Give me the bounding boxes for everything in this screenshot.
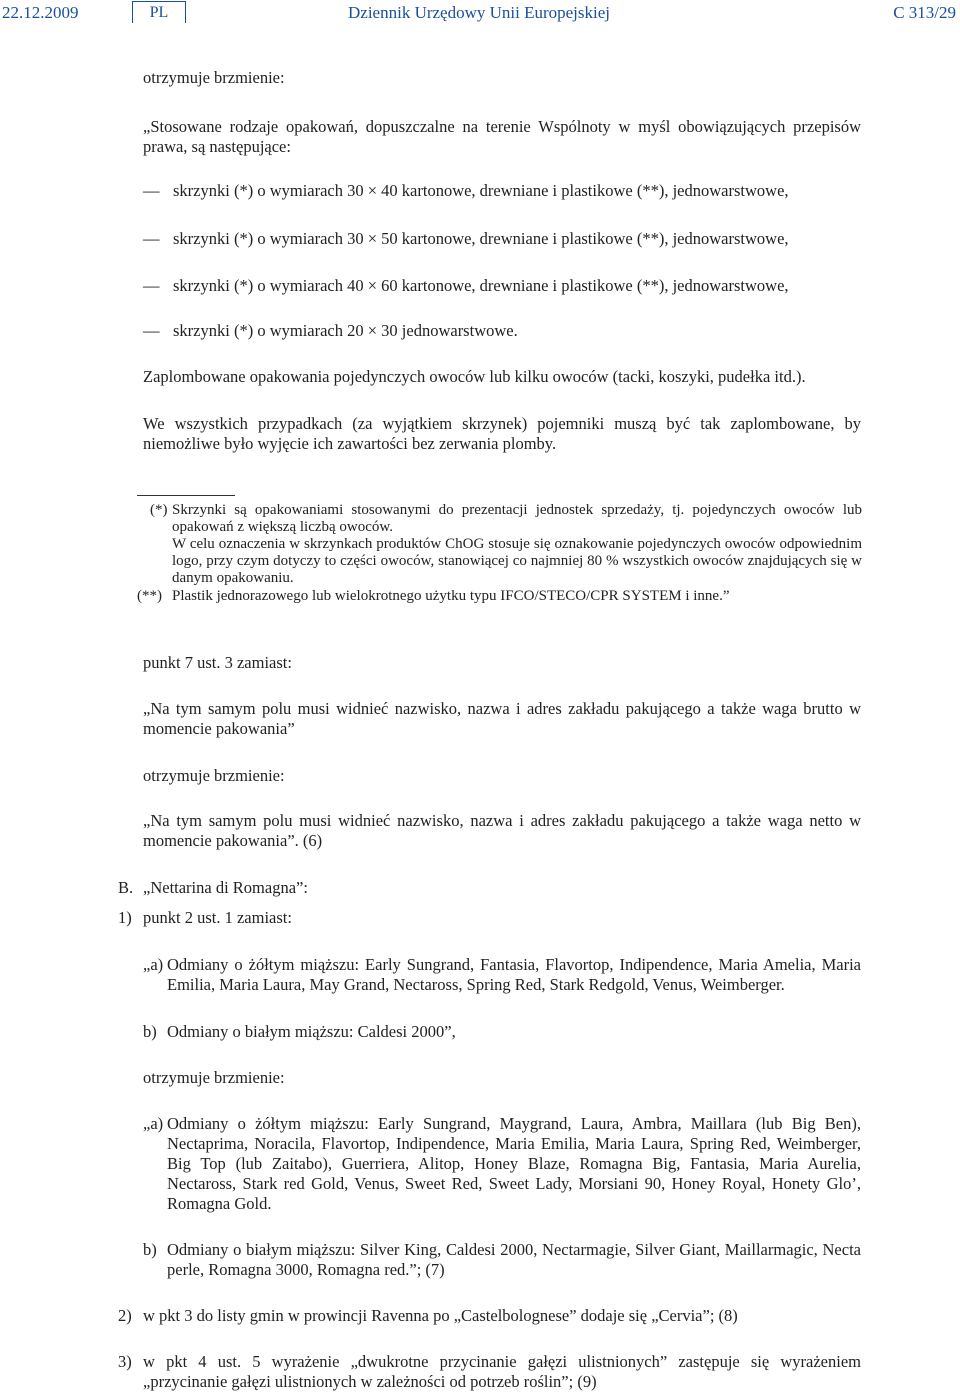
list-a1-label: „a) (143, 955, 164, 974)
paragraph-sealed-packaging: Zaplombowane opakowania pojedynczych owoców lub kilku owoców (tacki, koszyki, pudełka itd.). (143, 367, 806, 386)
footnote-1-mark: (*) (150, 502, 168, 518)
item-3-label: 3) (118, 1352, 132, 1371)
list-b1-text: Odmiany o białym miąższu: Caldesi 2000”, (167, 1022, 456, 1041)
footnote-2 (137, 588, 862, 605)
footnote-2-system-name: IFCO/STECO/CPR SYSTEM (500, 588, 682, 604)
footnote-2-text-a: Plastik jednorazowego lub wielokrotnego użytku typu (172, 588, 497, 604)
paragraph-otrzymuje-2: otrzymuje brzmienie: (143, 766, 285, 785)
header-journal-title: Dziennik Urzędowy Unii Europejskiej (348, 3, 611, 22)
footnote-2-text-b: i inne.” (685, 588, 730, 604)
footnote-2-mark: (**) (137, 588, 162, 604)
dash-item-3 (143, 276, 863, 296)
dash-marker: — (143, 229, 160, 248)
item-1-label: 1) (118, 908, 132, 927)
list-b2-label: b) (143, 1240, 157, 1259)
dash-marker: — (143, 181, 160, 200)
footnote-1-text: Skrzynki są opakowaniami stosowanymi do prezentacji jednostek sprzedaży, tj. pojedynczych owoców lub opakowań z większą liczbą owoców. (172, 502, 862, 535)
paragraph-otrzymuje-3: otrzymuje brzmienie: (143, 1068, 285, 1087)
section-b-label: B. (118, 878, 134, 897)
paragraph-all-cases: We wszystkich przypadkach (za wyjątkiem skrzynek) pojemniki muszą być tak zaplombowane, by niemożliwe było wyjęcie ich zawartości bez zerwania plomby. (143, 414, 861, 453)
list-b1-label: b) (143, 1022, 157, 1041)
item-2-label: 2) (118, 1306, 132, 1325)
dash-item-4 (143, 321, 863, 341)
header-reference: C 313/29 (893, 3, 956, 22)
dash-marker: — (143, 276, 160, 295)
dash-item-text: skrzynki (*) o wymiarach 20 × 30 jednowarstwowe. (173, 321, 518, 340)
paragraph-otrzymuje-1: otrzymuje brzmienie: (143, 68, 285, 87)
dash-item-text: skrzynki (*) o wymiarach 40 × 60 kartonowe, drewniane i plastikowe (**), jednowarstwowe, (173, 276, 789, 295)
list-b2-text: Odmiany o białym miąższu: Silver King, Caldesi 2000, Nectarmagie, Silver Giant, Maillarmagic, Necta perle, Romagna 3000, Romagna red.”; (7) (167, 1240, 861, 1279)
list-a1-text: Odmiany o żółtym miąższu: Early Sungrand, Fantasia, Flavortop, Indipendence, Maria Amelia, Maria Emilia, Maria Laura, May Grand, Nectaross, Spring Red, Stark Redgold, Venus, Weimberger. (167, 955, 861, 994)
footnote-separator (137, 495, 235, 496)
header-date: 22.12.2009 (2, 3, 79, 22)
section-b-title: „Nettarina di Romagna”: (143, 878, 308, 897)
dash-item-1 (143, 181, 863, 201)
dash-marker: — (143, 321, 160, 340)
footnote-1-text-2: W celu oznaczenia w skrzynkach produktów ChOG stosuje się oznakowanie pojedynczych owoców odpowiednim logo, przy czym dotyczy to części owoców, stanowiącej co najmniej 80 % wszystkich owoców znajdujących się w danym opakowaniu. (172, 536, 862, 586)
footnote-1 (150, 502, 862, 587)
item-1-text: punkt 2 ust. 1 zamiast: (143, 908, 292, 927)
paragraph-quote-brutto: „Na tym samym polu musi widnieć nazwisko, nazwa i adres zakładu pakującego a także waga brutto w momencie pakowania” (143, 699, 861, 738)
paragraph-packaging-intro: „Stosowane rodzaje opakowań, dopuszczalne na terenie Wspólnoty w myśl obowiązujących przepisów prawa, są następujące: (143, 117, 861, 156)
footnote-2-text (172, 588, 862, 605)
paragraph-punkt-7: punkt 7 ust. 3 zamiast: (143, 653, 292, 672)
dash-item-text: skrzynki (*) o wymiarach 30 × 50 kartonowe, drewniane i plastikowe (**), jednowarstwowe, (173, 229, 789, 248)
paragraph-quote-netto: „Na tym samym polu musi widnieć nazwisko, nazwa i adres zakładu pakującego a także waga netto w momencie pakowania”. (6) (143, 811, 861, 850)
list-a2-label: „a) (143, 1114, 164, 1133)
item-2-text: w pkt 3 do listy gmin w prowincji Ravenna po „Castelbolognese” dodaje się „Cervia”; (8) (143, 1306, 738, 1325)
dash-item-2 (143, 229, 863, 249)
dash-item-text: skrzynki (*) o wymiarach 30 × 40 kartonowe, drewniane i plastikowe (**), jednowarstwowe, (173, 181, 789, 200)
page-header (0, 0, 960, 30)
item-3-text: w pkt 4 ust. 5 wyrażenie „dwukrotne przycinanie gałęzi ulistnionych” zastępuje się wyrażeniem „przycinanie gałęzi ulistnionych w zależności od potrzeb roślin”; (9) (143, 1352, 861, 1391)
header-language-box: PL (132, 1, 186, 23)
list-a2-text: Odmiany o żółtym miąższu: Early Sungrand, Maygrand, Laura, Ambra, Maillara (lub Big Ben), Nectaprima, Noracila, Flavortop, Indipendence, Maria Emilia, Maria Laura, Spring Red, Weimberger, Big Top (lub Zaitabo), Guerriera, Alitop, Honey Blaze, Romagna Big, Fantasia, Maria Aurelia, Nectaross, Stark red Gold, Venus, Sweet Red, Sweet Lady, Morsiani 90, Honey Royal, Honety Glo’, Romagna Gold. (167, 1114, 861, 1213)
